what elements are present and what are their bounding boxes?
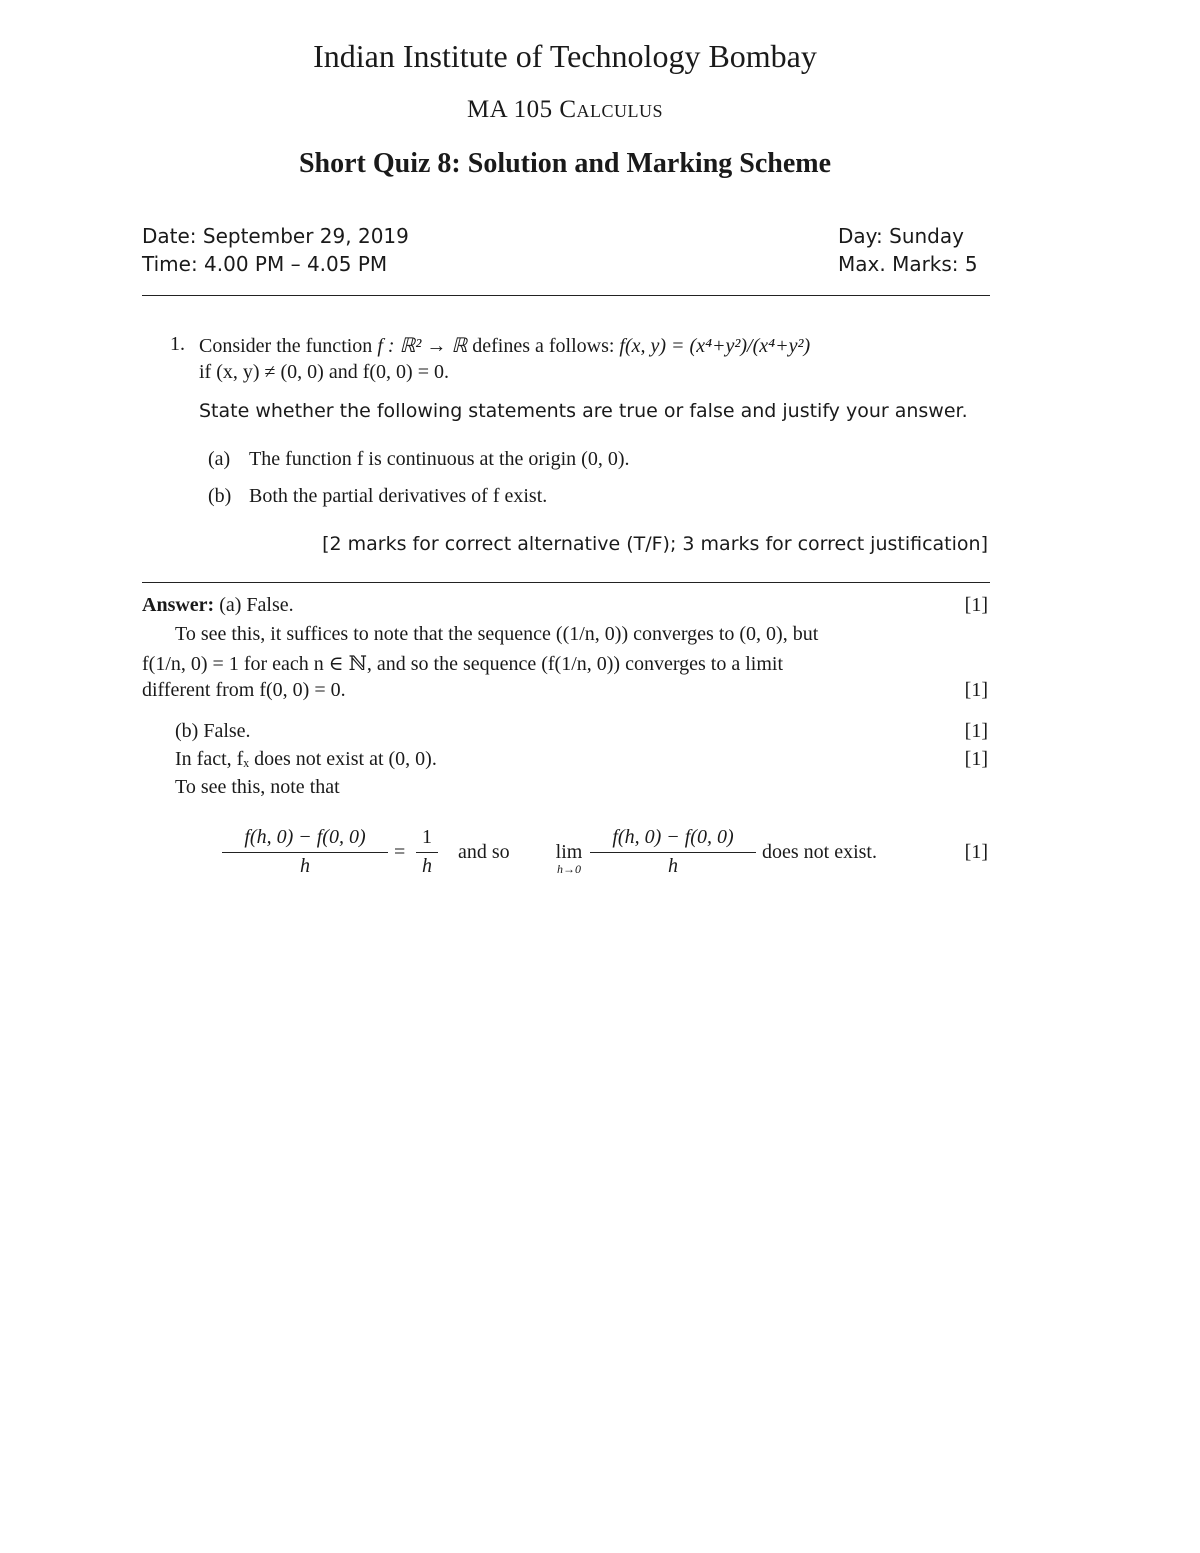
part-b-label: (b) — [208, 485, 232, 507]
part-a-label: (a) — [208, 448, 231, 470]
date-text: Date: September 29, 2019 — [142, 224, 409, 248]
answer-a-line-3: different from f(0, 0) = 0. — [142, 679, 346, 701]
header-divider — [142, 295, 990, 296]
part-a-text: The function f is continuous at the origin (0, 0). — [249, 448, 630, 470]
course-code: MA 105 — [466, 96, 553, 123]
course-title — [0, 96, 1130, 124]
mark-b-3: [1] — [964, 841, 988, 863]
answer-a-line-2: f(1/n, 0) = 1 for each n ∈ ℕ, and so the sequence (f(1/n, 0)) converges to a limit — [142, 653, 784, 675]
quiz-title: Short Quiz 8: Solution and Marking Scheme — [298, 148, 832, 179]
limit-operator — [551, 841, 587, 864]
question-line-2: if (x, y) ≠ (0, 0) and f(0, 0) = 0. — [199, 361, 449, 383]
question-defines: defines a follows: — [472, 335, 615, 357]
lq-numerator: f(h, 0) − f(0, 0) — [590, 826, 756, 853]
answer-b-verdict: (b) False. — [175, 720, 251, 742]
answer-heading — [142, 594, 294, 617]
function-definition: f(x, y) = (x⁴+y²)/(x⁴+y²) — [619, 335, 811, 357]
mark-b-2: [1] — [964, 748, 988, 770]
max-marks-text: Max. Marks: 5 — [838, 252, 978, 276]
and-so-text: and so — [458, 841, 510, 863]
function-map: f : ℝ² → ℝ — [377, 335, 468, 357]
difference-quotient — [222, 826, 388, 878]
course-name: Calculus — [559, 96, 664, 123]
day-text: Day: Sunday — [838, 224, 964, 248]
one-over-h — [416, 826, 438, 878]
rhs-numerator: 1 — [416, 826, 438, 853]
time-text: Time: 4.00 PM – 4.05 PM — [142, 252, 388, 276]
dq-denominator: h — [300, 855, 310, 877]
institute-title: Indian Institute of Technology Bombay — [313, 38, 817, 74]
mark-a-2: [1] — [964, 679, 988, 701]
question-intro: Consider the function — [199, 335, 373, 357]
does-not-exist-text: does not exist. — [762, 841, 877, 863]
question-number: 1. — [170, 333, 185, 355]
lim-word: lim — [555, 841, 583, 863]
answer-a-verdict: (a) False. — [219, 594, 294, 616]
limit-quotient — [590, 826, 756, 878]
lq-denominator: h — [668, 855, 678, 877]
part-b-text: Both the partial derivatives of f exist. — [249, 485, 548, 507]
question-line-1 — [199, 333, 810, 358]
equals-sign: = — [394, 841, 406, 863]
answer-b-line-2: To see this, note that — [175, 776, 340, 798]
question-instruction: State whether the following statements are true or false and justify your answer. — [199, 400, 968, 422]
marking-scheme: [2 marks for correct alternative (T/F); 3 marks for correct justification] — [322, 533, 988, 555]
answer-a-line-1: To see this, it suffices to note that the sequence ((1/n, 0)) converges to (0, 0), but — [175, 623, 819, 645]
mark-b-1: [1] — [964, 720, 988, 742]
answer-label: Answer: — [142, 594, 215, 616]
rhs-denominator: h — [422, 855, 432, 877]
answer-divider — [142, 582, 990, 583]
answer-b-line-1: In fact, fₓ does not exist at (0, 0). — [175, 748, 437, 770]
dq-numerator: f(h, 0) − f(0, 0) — [222, 826, 388, 853]
limit-subscript: h→0 — [557, 862, 581, 876]
mark-a-1: [1] — [964, 594, 988, 616]
